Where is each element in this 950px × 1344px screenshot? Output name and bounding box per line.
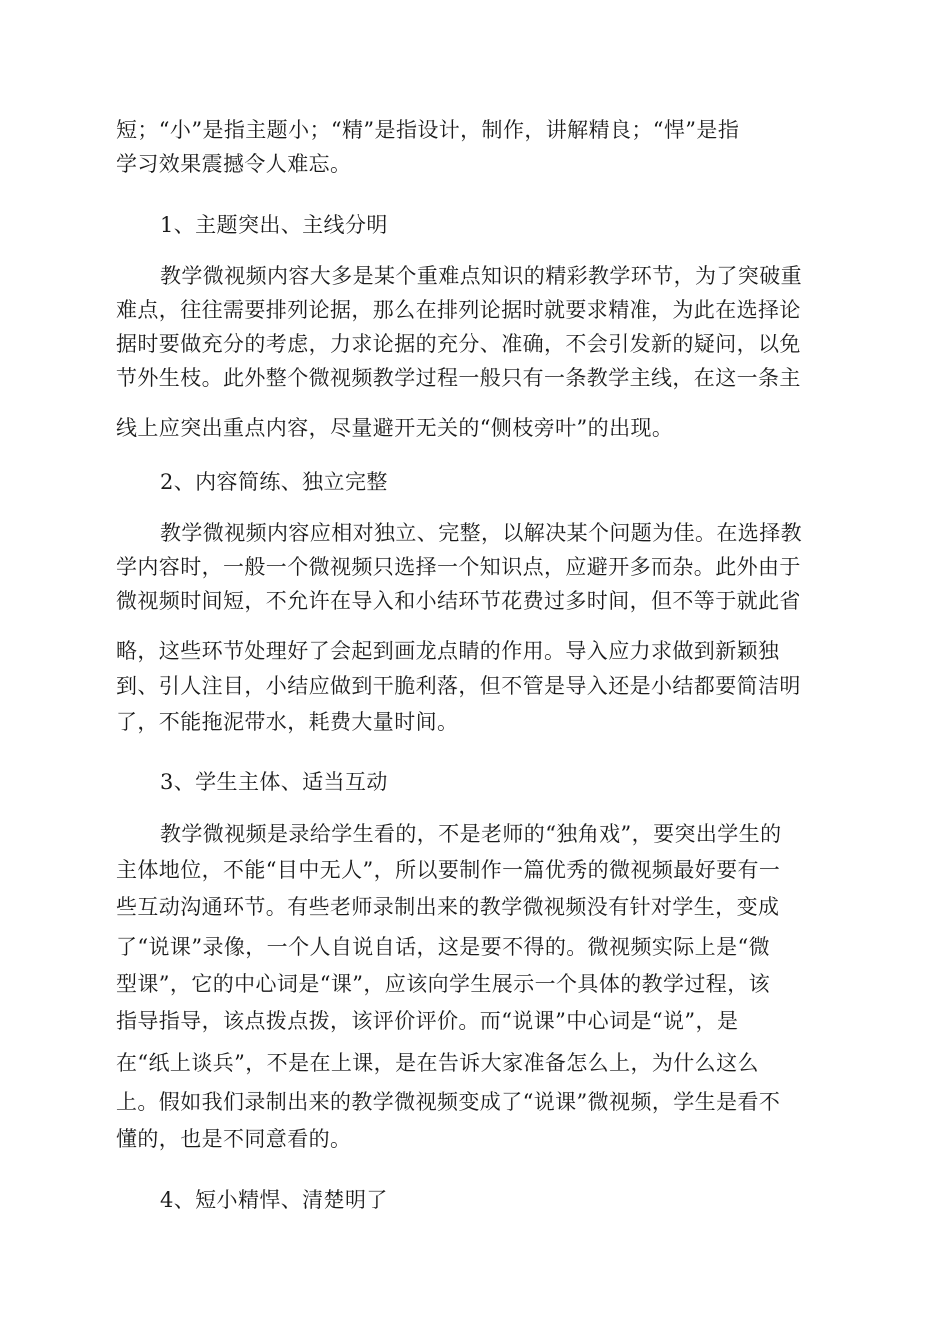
paragraph-line: 上。假如我们录制出来的教学微视频变成了“说课”微视频，学生是看不 bbox=[116, 1090, 781, 1114]
paragraph-line: 难点，往往需要排列论据，那么在排列论据时就要求精准，为此在选择论 bbox=[116, 298, 801, 322]
paragraph-line: 学内容时，一般一个微视频只选择一个知识点，应避开多而杂。此外由于 bbox=[116, 555, 801, 579]
paragraph-line: 些互动沟通环节。有些老师录制出来的教学微视频没有针对学生，变成 bbox=[116, 895, 780, 919]
paragraph-line: 线上应突出重点内容，尽量避开无关的“侧枝旁叶”的出现。 bbox=[116, 416, 674, 440]
paragraph-line: 型课”，它的中心词是“课”，应该向学生展示一个具体的教学过程，该 bbox=[116, 972, 771, 996]
paragraph-line: 了，不能拖泥带水，耗费大量时间。 bbox=[116, 710, 459, 734]
section-heading: 1、主题突出、主线分明 bbox=[160, 213, 388, 237]
paragraph-line: 教学微视频内容应相对独立、完整，以解决某个问题为佳。在选择教 bbox=[160, 521, 802, 545]
paragraph-line: 指导指导，该点拨点拨，该评价评价。而“说课”中心词是“说”，是 bbox=[116, 1009, 739, 1033]
paragraph-line: 短；“小”是指主题小；“精”是指设计，制作，讲解精良；“悍”是指 bbox=[116, 118, 740, 142]
paragraph-line: 教学微视频内容大多是某个重难点知识的精彩教学环节，为了突破重 bbox=[160, 264, 802, 288]
paragraph-line: 到、引人注目，小结应做到干脆利落，但不管是导入还是小结都要简洁明 bbox=[116, 674, 801, 698]
paragraph-line: 学习效果震撼令人难忘。 bbox=[116, 152, 352, 176]
paragraph-line: 据时要做充分的考虑，力求论据的充分、准确，不会引发新的疑问，以免 bbox=[116, 332, 801, 356]
section-heading: 3、学生主体、适当互动 bbox=[160, 770, 388, 794]
paragraph-line: 在“纸上谈兵”，不是在上课，是在告诉大家准备怎么上，为什么这么 bbox=[116, 1051, 759, 1075]
section-heading: 2、内容简练、独立完整 bbox=[160, 470, 388, 494]
paragraph-line: 教学微视频是录给学生看的，不是老师的“独角戏”，要突出学生的 bbox=[160, 822, 782, 846]
paragraph-line: 节外生枝。此外整个微视频教学过程一般只有一条教学主线，在这一条主 bbox=[116, 366, 801, 390]
section-heading: 4、短小精悍、清楚明了 bbox=[160, 1188, 388, 1212]
paragraph-line: 微视频时间短，不允许在导入和小结环节花费过多时间，但不等于就此省 bbox=[116, 589, 801, 613]
paragraph-line: 略，这些环节处理好了会起到画龙点睛的作用。导入应力求做到新颖独 bbox=[116, 639, 780, 663]
paragraph-line: 了“说课”录像，一个人自说自话，这是要不得的。微视频实际上是“微 bbox=[116, 935, 771, 959]
paragraph-line: 懂的，也是不同意看的。 bbox=[116, 1127, 352, 1151]
paragraph-line: 主体地位，不能“目中无人”，所以要制作一篇优秀的微视频最好要有一 bbox=[116, 858, 781, 882]
